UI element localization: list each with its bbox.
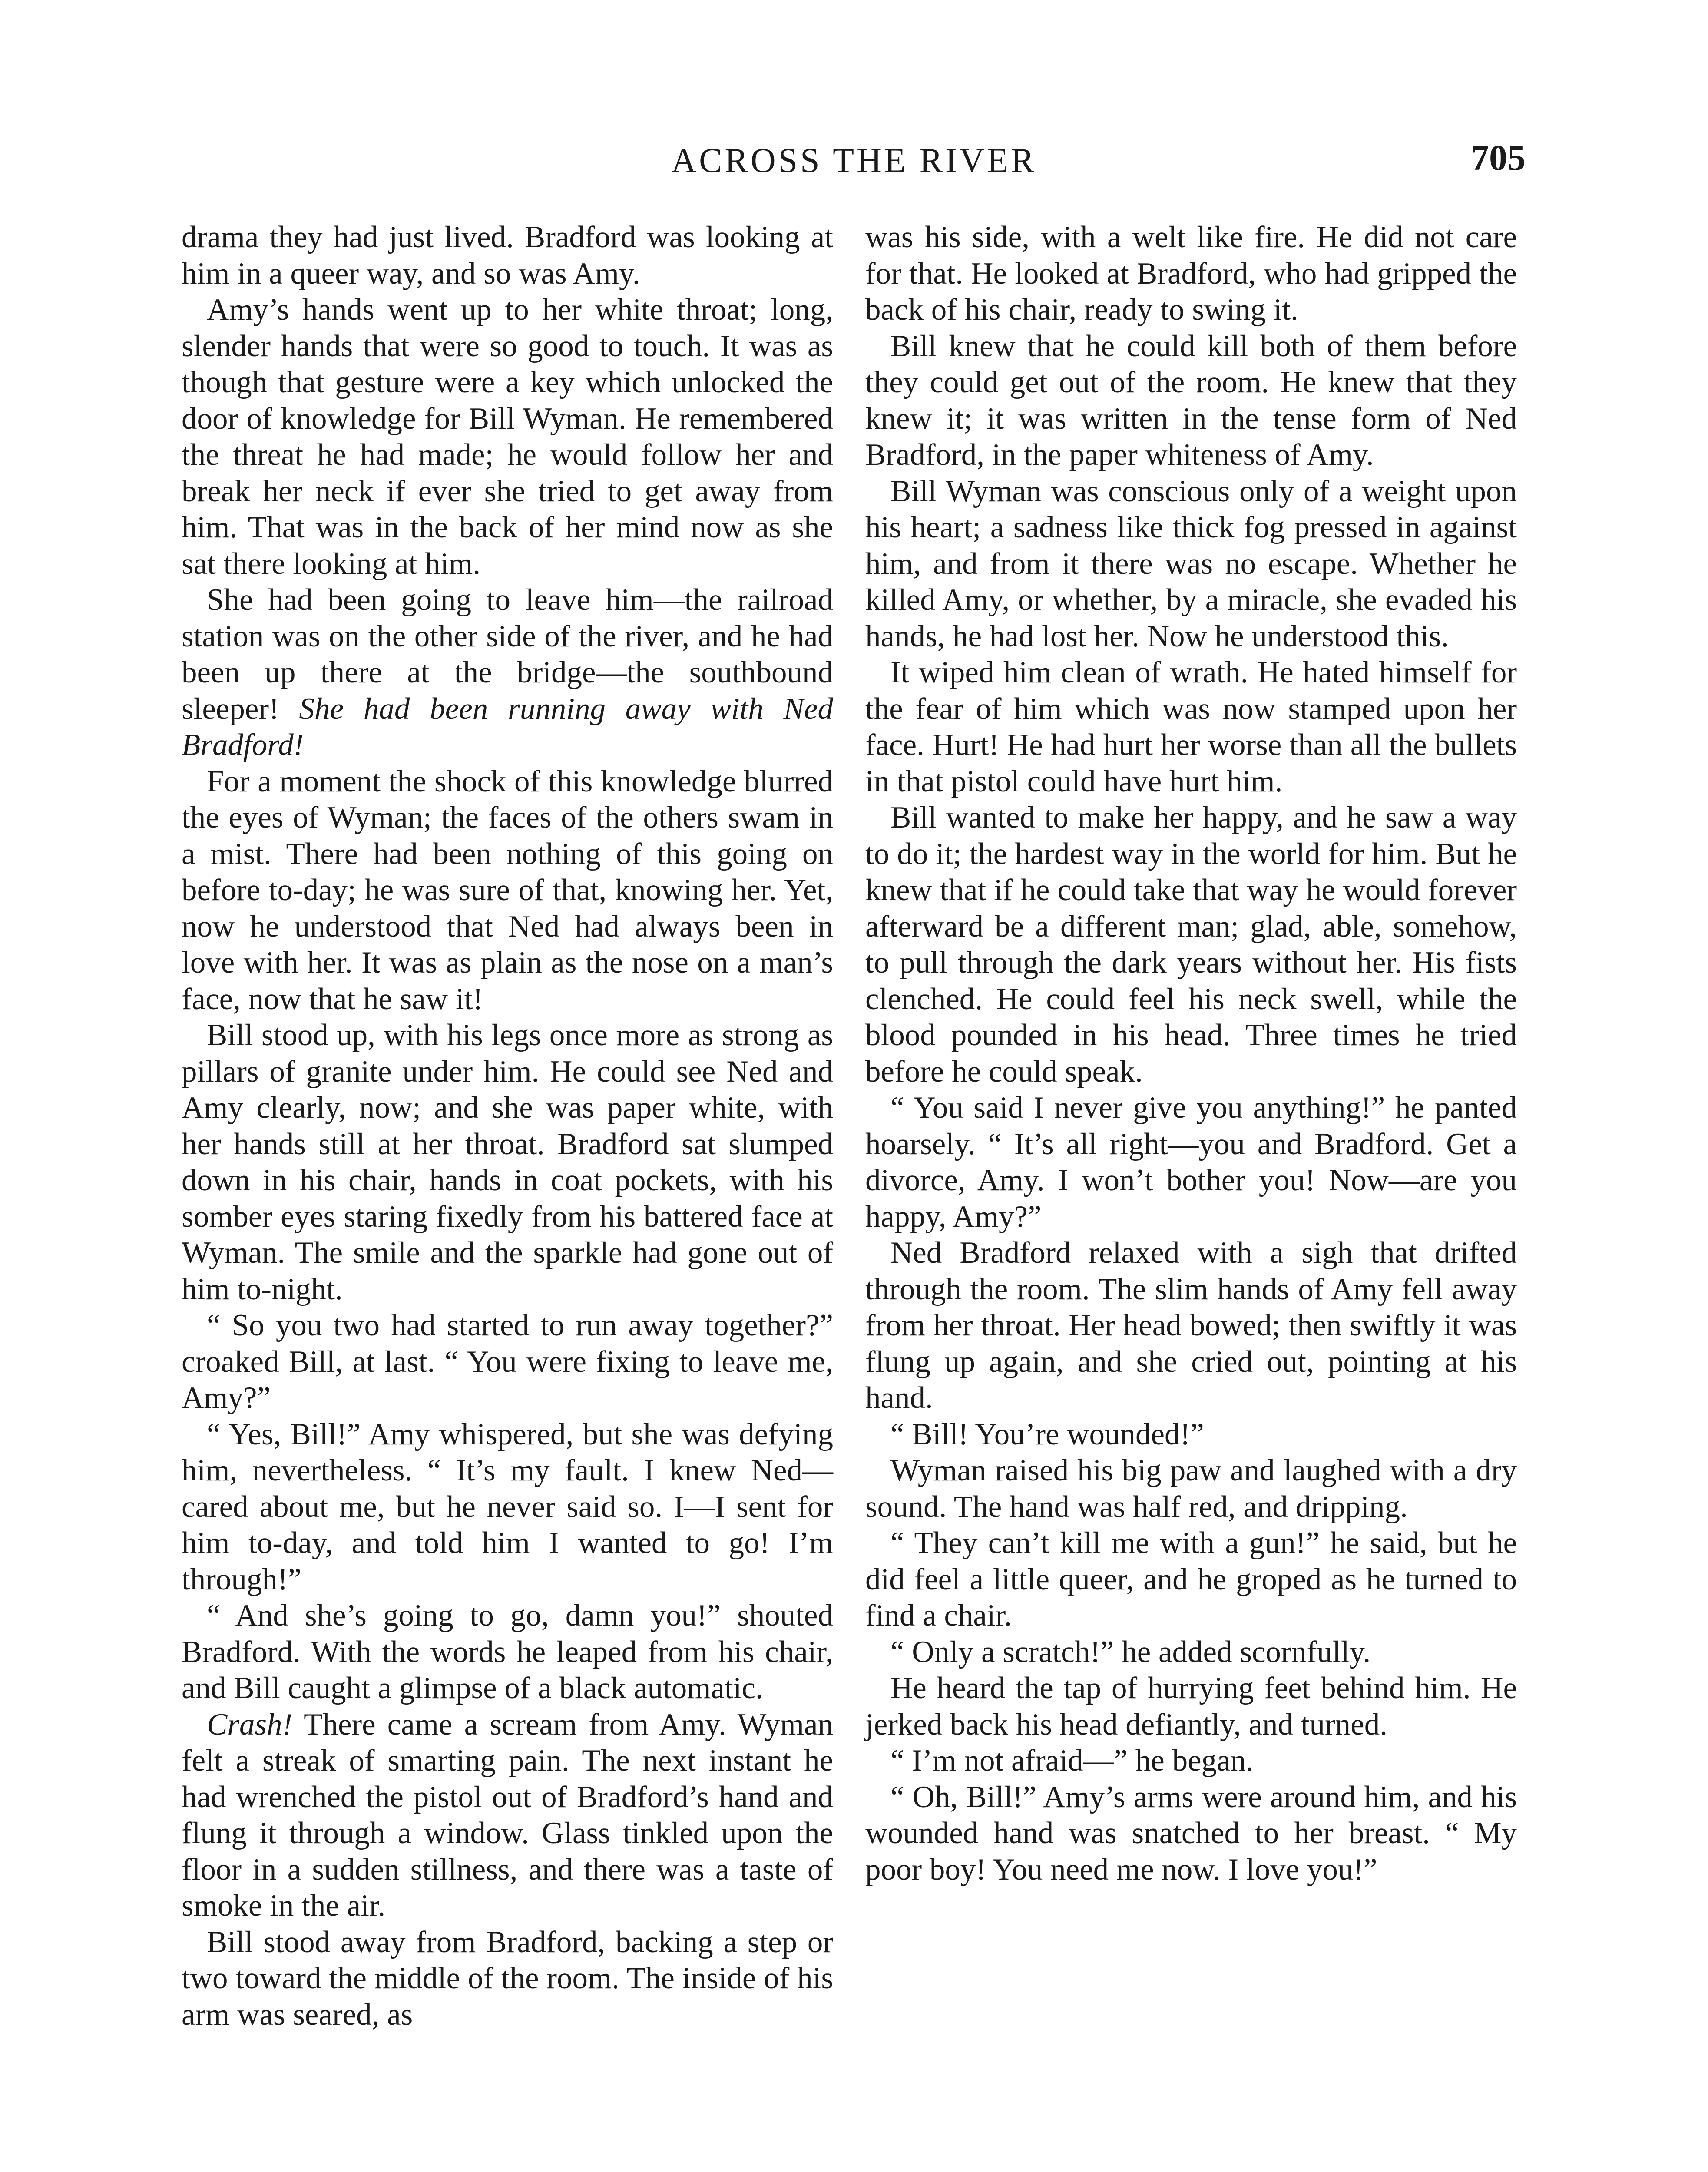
dialogue-paragraph: “ So you two had started to run away together?” croaked Bill, at last. “ You were fixing to leave me, Amy?”: [182, 1308, 833, 1415]
dialogue-paragraph: “ Yes, Bill!” Amy whispered, but she was defying him, nevertheless. “ It’s my fault. I knew Ned—cared about me, but he never said so. I—I sent for him to-day, and told him I wanted to go! I’m through!”: [182, 1417, 833, 1596]
paragraph: Bill stood up, with his legs once more as strong as pillars of granite under him. He could see Ned and Amy clearly, now; and she was paper white, with her hands still at her throat. Bradford sat slumped down in his chair, hands in coat pockets, with his somber eyes staring fixedly from his battered face at Wyman. The smile and the sparkle had gone out of him to-night.: [182, 1018, 833, 1306]
paragraph: Bill wanted to make her happy, and he saw a way to do it; the hardest way in the world for him. But he knew that if he could take that way he would forever afterward be a different man; glad, able, somehow, to pull through the dark years without her. His fists clenched. He could feel his neck swell, while the blood pounded in his head. Three times he tried before he could speak.: [865, 801, 1517, 1089]
dialogue-paragraph: “ Only a scratch!” he added scornfully.: [890, 1635, 1371, 1669]
dialogue-paragraph: “ I’m not afraid—” he began.: [890, 1744, 1254, 1778]
paragraph: He heard the tap of hurrying feet behind him. He jerked back his head defiantly, and turned.: [865, 1671, 1517, 1742]
paragraph: For a moment the shock of this knowledge blurred the eyes of Wyman; the faces of the others swam in a mist. There had been nothing of this going on before to-day; he was sure of that, knowing her. Yet, now he understood that Ned had always been in love with her. It was as plain as the nose on a man’s face, now that he saw it!: [182, 764, 833, 1016]
dialogue-paragraph: “ They can’t kill me with a gun!” he said, but he did feel a little queer, and he groped as he turned to find a chair.: [865, 1526, 1517, 1632]
italic-exclamation: Crash!: [207, 1707, 293, 1742]
paragraph: Ned Bradford relaxed with a sigh that drifted through the room. The slim hands of Amy fell away from her throat. Her head bowed; then swiftly it was flung up again, and she cried out, pointing at his hand.: [865, 1236, 1517, 1415]
paragraph: Bill stood away from Bradford, backing a step or two toward the middle of the room. The inside of his arm was seared, as: [182, 1925, 833, 2032]
paragraph: [182, 582, 833, 764]
dialogue-paragraph: “ And she’s going to go, damn you!” shouted Bradford. With the words he leaped from his chair, and Bill caught a glimpse of a black automatic.: [182, 1599, 833, 1705]
paragraph: was his side, with a welt like fire. He did not care for that. He looked at Bradford, who had gripped the back of his chair, ready to swing it.: [865, 220, 1517, 327]
paragraph: Bill Wyman was conscious only of a weight upon his heart; a sadness like thick fog pressed in against him, and from it there was no escape. Whether he killed Amy, or whether, by a miracle, she evaded his hands, he had lost her. Now he understood this.: [865, 474, 1517, 653]
dialogue-paragraph: “ You said I never give you anything!” he panted hoarsely. “ It’s all right—you and Bradford. Get a divorce, Amy. I won’t bother you! Now—are you happy, Amy?”: [865, 1091, 1517, 1234]
dialogue-paragraph: “ Bill! You’re wounded!”: [890, 1417, 1204, 1451]
paragraph: It wiped him clean of wrath. He hated himself for the fear of him which was now stamped upon her face. Hurt! He had hurt her worse than all the bullets in that pistol could have hurt him.: [865, 656, 1517, 798]
dialogue-paragraph: “ Oh, Bill!” Amy’s arms were around him, and his wounded hand was snatched to her breast. “ My poor boy! You need me now. I love you!”: [865, 1780, 1517, 1887]
paragraph: Bill knew that he could kill both of them before they could get out of the room. He knew that they knew it; it was written in the tense form of Ned Bradford, in the paper whiteness of Amy.: [865, 329, 1517, 472]
page-number: 705: [1471, 138, 1526, 178]
paragraph: drama they had just lived. Bradford was looking at him in a queer way, and so was Amy.: [182, 220, 833, 291]
italic-phrase: She had been running away with Ned Bradford!: [182, 692, 833, 762]
paragraph: Wyman raised his big paw and laughed with a dry sound. The hand was half red, and dripping.: [865, 1454, 1517, 1524]
paragraph: [182, 1707, 833, 1924]
running-title: ACROSS THE RIVER: [671, 142, 1037, 180]
right-text-column: [865, 219, 1517, 1888]
left-text-column: [182, 219, 833, 2033]
paragraph-text: There came a scream from Amy. Wyman felt a streak of smarting pain. The next instant he had wrenched the pistol out of Bradford’s hand and flung it through a window. Glass tinkled upon the floor in a sudden stillness, and there was a taste of smoke in the air.: [182, 1707, 833, 1923]
paragraph: Amy’s hands went up to her white throat; long, slender hands that were so good to touch. It was as though that gesture were a key which unlocked the door of knowledge for Bill Wyman. He remembered the threat he had made; he would follow her and break her neck if ever she tried to get away from him. That was in the back of her mind now as she sat there looking at him.: [182, 293, 833, 581]
paragraph-text: She had been going to leave him—the railroad station was on the other side of the river, and he had been up there at the bridge—the southbound sleeper!: [182, 583, 833, 726]
